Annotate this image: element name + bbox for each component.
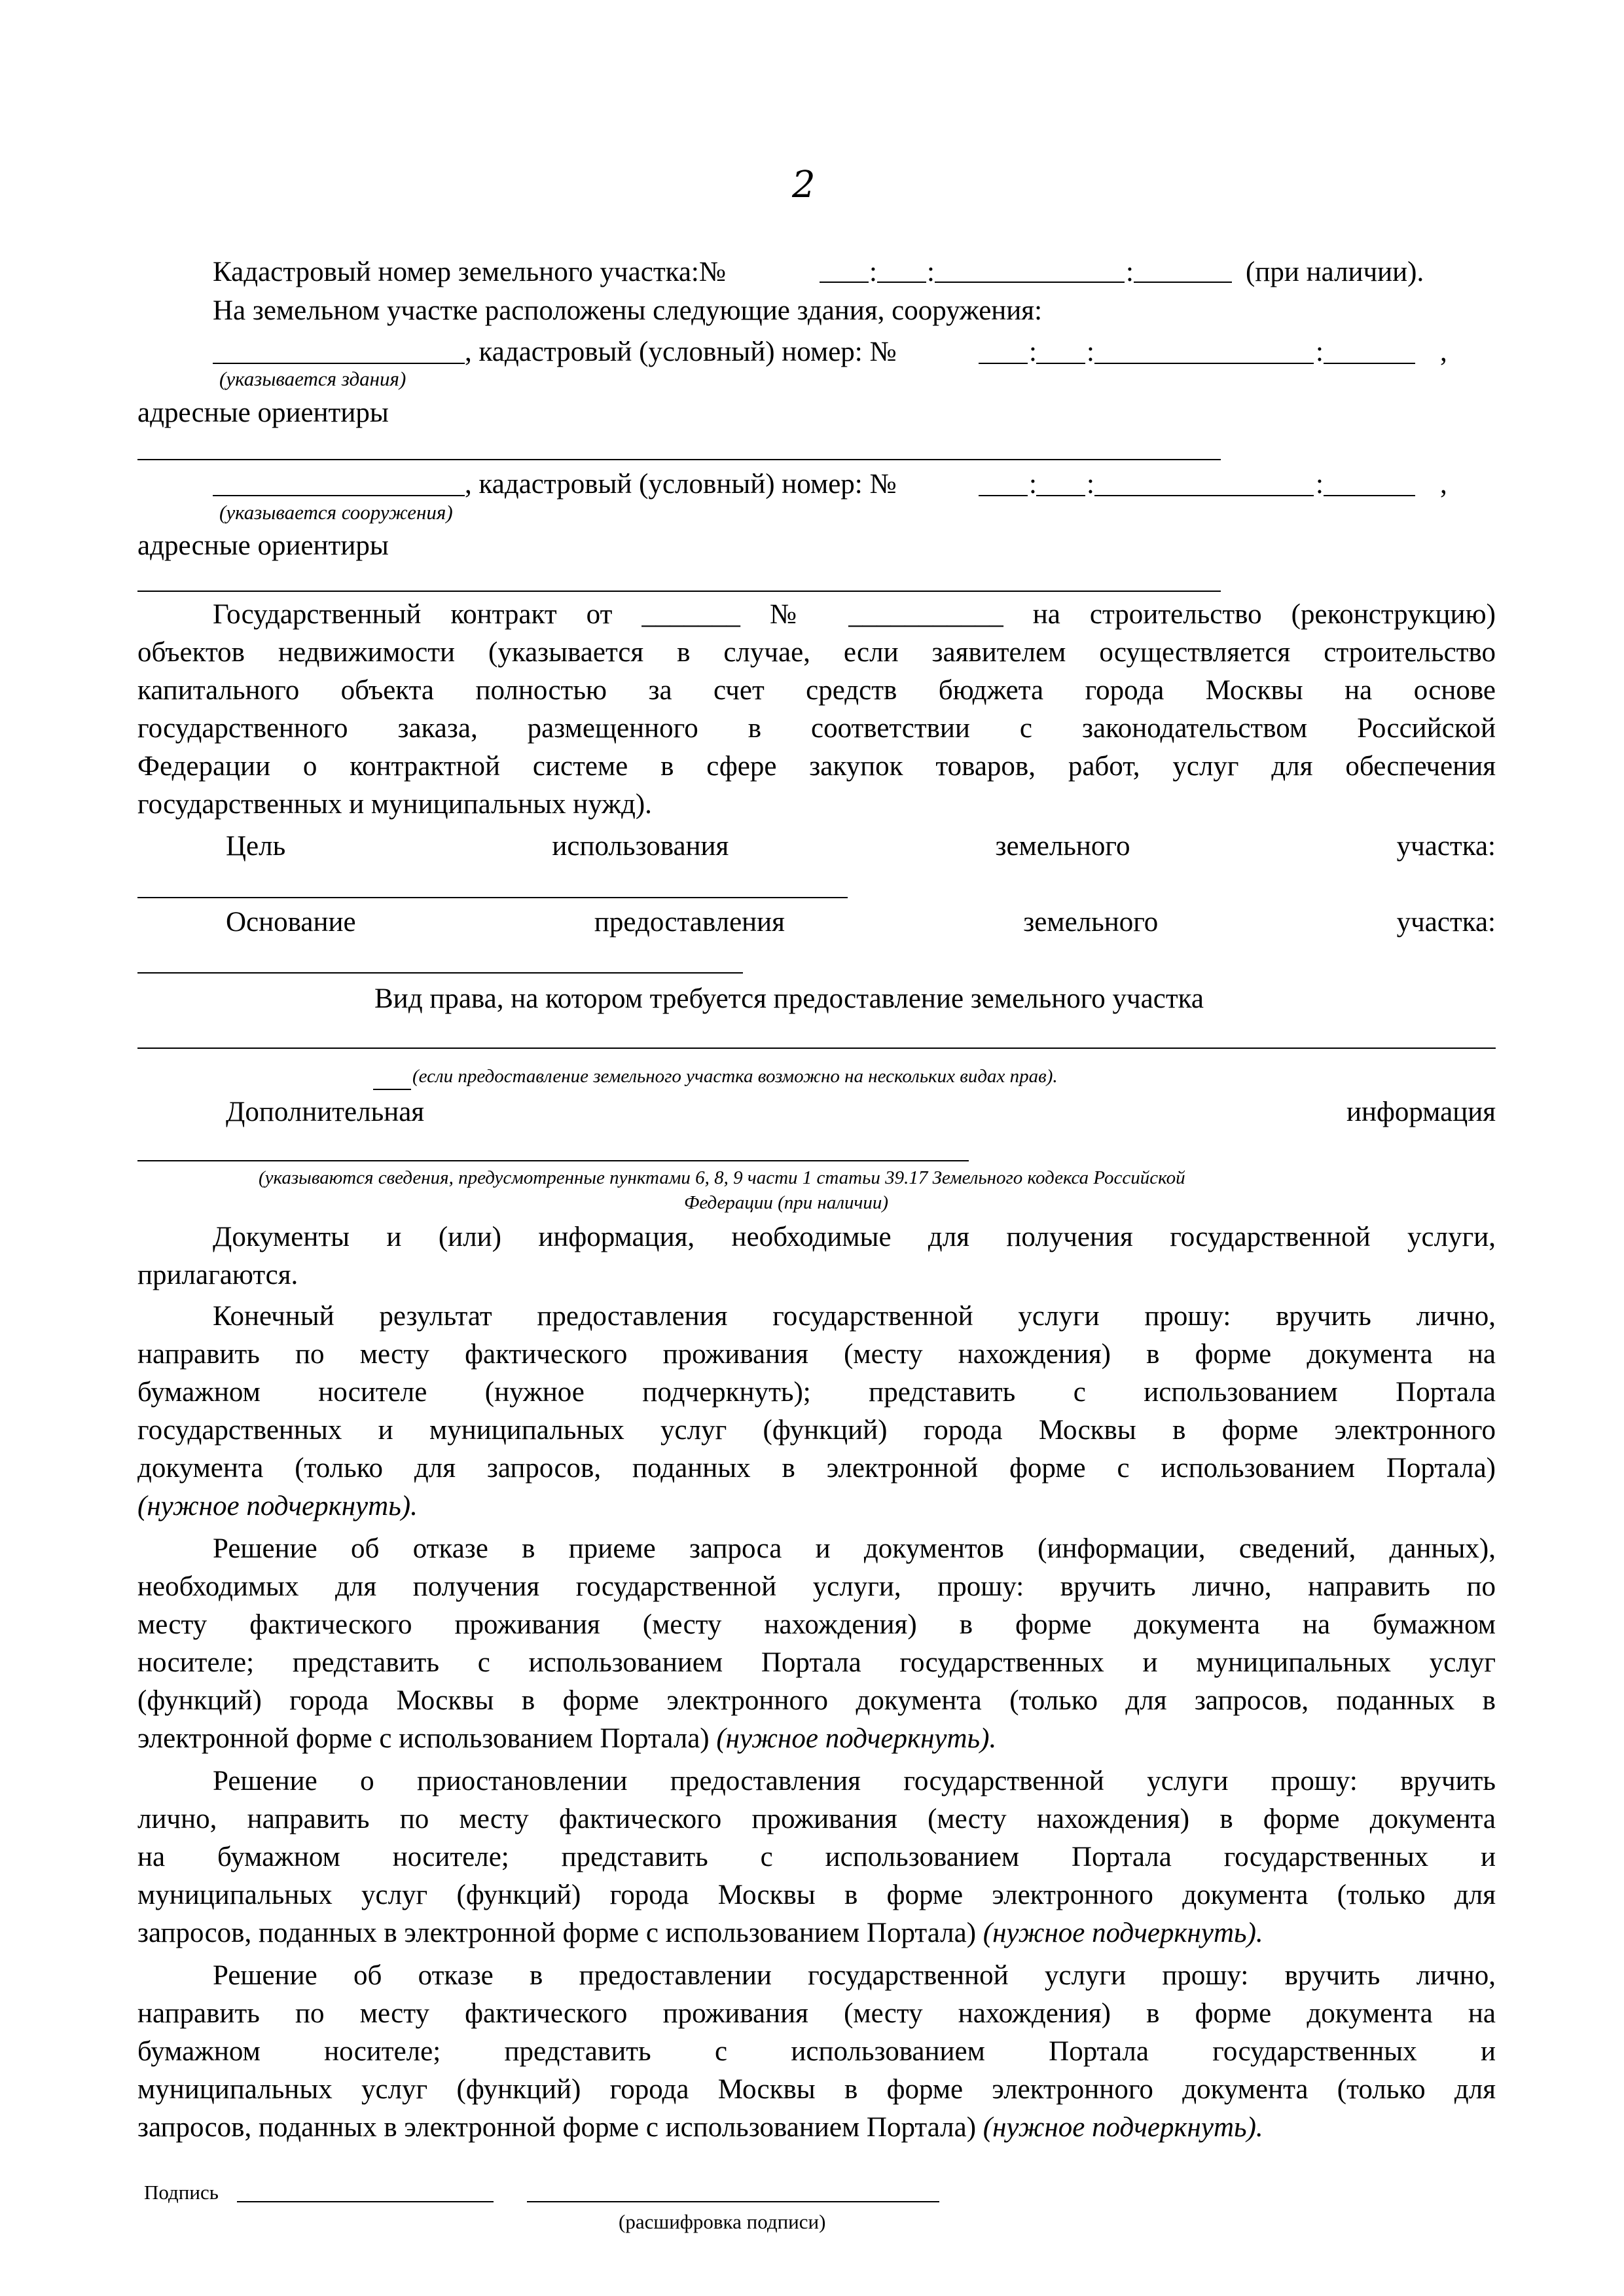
address-blank-1	[137, 459, 1221, 460]
additional-row	[226, 1098, 1496, 1126]
additional-word-2: информация	[1346, 1097, 1496, 1127]
result-line-3: бумажном носителе (нужное подчеркнуть); представить с использованием Портала	[137, 1377, 1496, 1408]
contract-line-5: Федерации о контрактной системе в сфере закупок товаров, работ, услуг для обеспечения	[137, 751, 1496, 782]
building-blank-3	[1094, 363, 1314, 364]
buildings-intro: На земельном участке расположены следующие здания, сооружения:	[213, 295, 1043, 326]
additional-blank	[137, 1160, 969, 1161]
refusal-service-line-4: муниципальных услуг (функций) города Москвы в форме электронного документа (только для	[137, 2074, 1496, 2105]
building-blank-4	[1324, 363, 1415, 364]
building-sep-1: :	[1029, 337, 1037, 367]
documents-line-2: прилагаются.	[137, 1260, 298, 1290]
suspension-last-italic: (нужное подчеркнуть).	[983, 1918, 1263, 1948]
basis-word-1: Основание	[226, 907, 356, 938]
refusal-accept-line-3: месту фактического проживания (месту нахождения) в форме документа на бумажном	[137, 1609, 1496, 1640]
result-line-6: (нужное подчеркнуть).	[137, 1491, 418, 1522]
right-type-note: (если предоставление земельного участка возможно на нескольких видах прав).	[412, 1066, 1058, 1087]
contract-line-6: государственных и муниципальных нужд).	[137, 789, 652, 820]
result-line-1: Конечный результат предоставления государственной услуги прошу: вручить лично,	[213, 1301, 1496, 1332]
building-sep-2: :	[1087, 337, 1094, 367]
additional-word-1: Дополнительная	[226, 1097, 425, 1127]
building-sep-3: :	[1316, 337, 1324, 367]
refusal-accept-line-5: (функций) города Москвы в форме электронного документа (только для запросов, поданных в	[137, 1685, 1496, 1716]
building-cadastral-text: , кадастровый (условный) номер: №	[465, 337, 897, 367]
refusal-service-last: запросов, поданных в электронной форме с использованием Портала)	[137, 2112, 983, 2143]
address-blank-2	[137, 591, 1221, 592]
right-type-short-blank	[373, 1089, 411, 1090]
building-note: (указывается здания)	[219, 367, 406, 390]
additional-note-1: (указываются сведения, предусмотренные пунктами 6, 8, 9 части 1 статьи 39.17 Земельного кодекса Российской	[259, 1167, 1185, 1188]
purpose-word-3: земельного	[995, 831, 1130, 862]
structure-sep-2: :	[1087, 469, 1094, 500]
purpose-word-1: Цель	[226, 831, 286, 862]
result-line-4: государственных и муниципальных услуг (функций) города Москвы в форме электронного	[137, 1415, 1496, 1446]
refusal-service-line-3: бумажном носителе; представить с использованием Портала государственных и	[137, 2036, 1496, 2067]
suspension-line-1: Решение о приостановлении предоставления государственной услуги прошу: вручить	[213, 1766, 1496, 1796]
contract-line-2: объектов недвижимости (указывается в случае, если заявителем осуществляется строительство	[137, 637, 1496, 668]
building-blank-2	[1036, 363, 1085, 364]
structure-blank-2	[1036, 495, 1085, 496]
cadastral-label: Кадастровый номер земельного участка:№	[213, 257, 726, 287]
basis-word-3: земельного	[1023, 907, 1159, 938]
purpose-word-4: участка:	[1396, 831, 1496, 862]
suspension-line-3: на бумажном носителе; представить с использованием Портала государственных и	[137, 1842, 1496, 1872]
suspension-line-2: лично, направить по месту фактического проживания (месту нахождения) в форме документа	[137, 1804, 1496, 1834]
contract-line-1: Государственный контракт от _______ № ___________ на строительство (реконструкцию)	[213, 599, 1496, 630]
page-number: 2	[792, 164, 816, 206]
suspension-last: запросов, поданных в электронной форме с использованием Портала)	[137, 1918, 983, 1948]
refusal-service-line-2: направить по месту фактического проживания (месту нахождения) в форме документа на	[137, 1998, 1496, 2029]
cadastral-blank-3	[935, 282, 1125, 283]
purpose-row	[226, 832, 1496, 860]
refusal-accept-last-italic: (нужное подчеркнуть).	[716, 1723, 997, 1754]
structure-sep-3: :	[1316, 469, 1324, 500]
cadastral-blank-4	[1134, 282, 1232, 283]
cadastral-blank-2	[877, 282, 926, 283]
right-type-blank	[137, 1048, 1496, 1049]
structure-blank-4	[1324, 495, 1415, 496]
right-type: Вид права, на котором требуется предоставление земельного участка	[374, 983, 1204, 1014]
basis-word-2: предоставления	[594, 907, 785, 938]
contract-line-3: капитального объекта полностью за счет средств бюджета города Москвы на основе	[137, 675, 1496, 706]
signature-decode-blank	[527, 2201, 939, 2202]
documents-line-1: Документы и (или) информация, необходимые для получения государственной услуги,	[213, 1222, 1496, 1252]
contract-line-4: государственного заказа, размещенного в соответствии с законодательством Российской	[137, 713, 1496, 744]
refusal-service-line-1: Решение об отказе в предоставлении государственной услуги прошу: вручить лично,	[213, 1960, 1496, 1991]
structure-cadastral-text: , кадастровый (условный) номер: №	[465, 469, 897, 500]
structure-end: ,	[1440, 469, 1447, 500]
result-line-5: документа (только для запросов, поданных в электронной форме с использованием Портала)	[137, 1453, 1496, 1484]
cadastral-sep-3: :	[1126, 257, 1134, 287]
refusal-service-line-5	[137, 2109, 1263, 2147]
refusal-accept-line-4: носителе; представить с использованием Портала государственных и муниципальных услуг	[137, 1647, 1496, 1678]
suspension-line-5	[137, 1914, 1263, 1952]
structure-blank-1	[979, 495, 1028, 496]
refusal-accept-line-2: необходимых для получения государственной услуги, прошу: вручить лично, направить по	[137, 1571, 1496, 1602]
result-line-2: направить по месту фактического проживания (месту нахождения) в форме документа на	[137, 1339, 1496, 1370]
additional-note-2: Федерации (при наличии)	[684, 1192, 889, 1213]
structure-name-blank	[213, 495, 465, 496]
signature-blank	[237, 2201, 494, 2202]
cadastral-sep-2: :	[927, 257, 935, 287]
basis-row	[226, 908, 1496, 936]
refusal-accept-line-6	[137, 1720, 996, 1758]
building-name-blank	[213, 363, 465, 364]
suspension-line-4: муниципальных услуг (функций) города Москвы в форме электронного документа (только для	[137, 1880, 1496, 1910]
purpose-word-2: использования	[552, 831, 729, 862]
cadastral-sep-1: :	[869, 257, 877, 287]
address-label-1: адресные ориентиры	[137, 397, 389, 428]
purpose-blank	[137, 897, 848, 898]
refusal-accept-last: электронной форме с использованием Портала)	[137, 1723, 717, 1754]
signature-decode-note: (расшифровка подписи)	[619, 2210, 826, 2233]
refusal-service-last-italic: (нужное подчеркнуть).	[983, 2112, 1263, 2143]
basis-blank	[137, 972, 743, 974]
cadastral-blank-1	[820, 282, 869, 283]
basis-word-4: участка:	[1396, 907, 1496, 938]
structure-note: (указывается сооружения)	[219, 501, 453, 524]
structure-sep-1: :	[1029, 469, 1037, 500]
signature-label: Подпись	[144, 2181, 219, 2204]
building-end: ,	[1440, 337, 1447, 367]
cadastral-suffix: (при наличии).	[1246, 257, 1424, 287]
refusal-accept-line-1: Решение об отказе в приеме запроса и документов (информации, сведений, данных),	[213, 1533, 1496, 1564]
structure-blank-3	[1094, 495, 1314, 496]
building-blank-1	[979, 363, 1028, 364]
address-label-2: адресные ориентиры	[137, 530, 389, 561]
